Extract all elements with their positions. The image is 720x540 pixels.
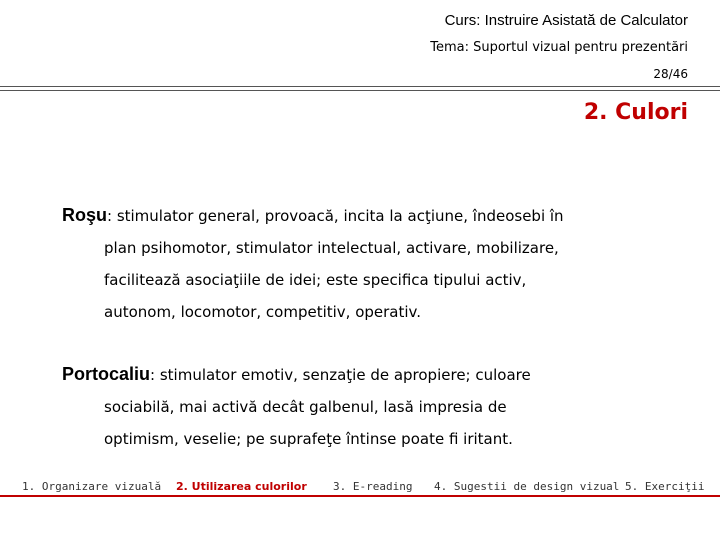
paragraph-line [62, 199, 682, 232]
slide-title: 2. Culori [583, 100, 688, 125]
paragraph-line: sociabilă, mai activă decât galbenul, lasă impresia de [104, 398, 507, 416]
color-term: Portocaliu [62, 364, 151, 384]
footer-link-ereading[interactable]: 3. E-reading [333, 480, 413, 493]
paragraph-text: : stimulator general, provoacă, incita la acţiune, îndeosebi în [107, 207, 564, 225]
paragraph-rosu [62, 199, 682, 328]
paragraph-text: : stimulator emotiv, senzaţie de apropiere; culoare [150, 366, 531, 384]
paragraph-line: optimism, veselie; pe suprafeţe întinse poate fi iritant. [104, 430, 513, 448]
footer-link-organizare[interactable]: 1. Organizare vizuală [22, 480, 162, 493]
paragraph-line: autonom, locomotor, competitiv, operativ. [104, 303, 422, 321]
header-divider [0, 86, 720, 91]
topic-title: Tema: Suportul vizual pentru prezentări [430, 40, 688, 55]
paragraph-line: facilitează asociaţiile de idei; este specifica tipului activ, [104, 271, 527, 289]
page-counter: 28/46 [653, 67, 688, 81]
paragraph-portocaliu [62, 358, 682, 455]
paragraph-line: plan psihomotor, stimulator intelectual, activare, mobilizare, [104, 239, 559, 257]
course-title: Curs: Instruire Asistată de Calculator [444, 12, 688, 29]
footer-link-design[interactable]: 4. Sugestii de design vizual [434, 480, 620, 493]
footer-nav [0, 480, 720, 494]
color-term: Roşu [62, 205, 107, 225]
footer-link-culori[interactable]: 2. Utilizarea culorilor [176, 480, 307, 493]
footer-link-exercitii[interactable]: 5. Exerciţii [625, 480, 705, 493]
paragraph-line [62, 358, 682, 391]
footer-divider [0, 495, 720, 497]
